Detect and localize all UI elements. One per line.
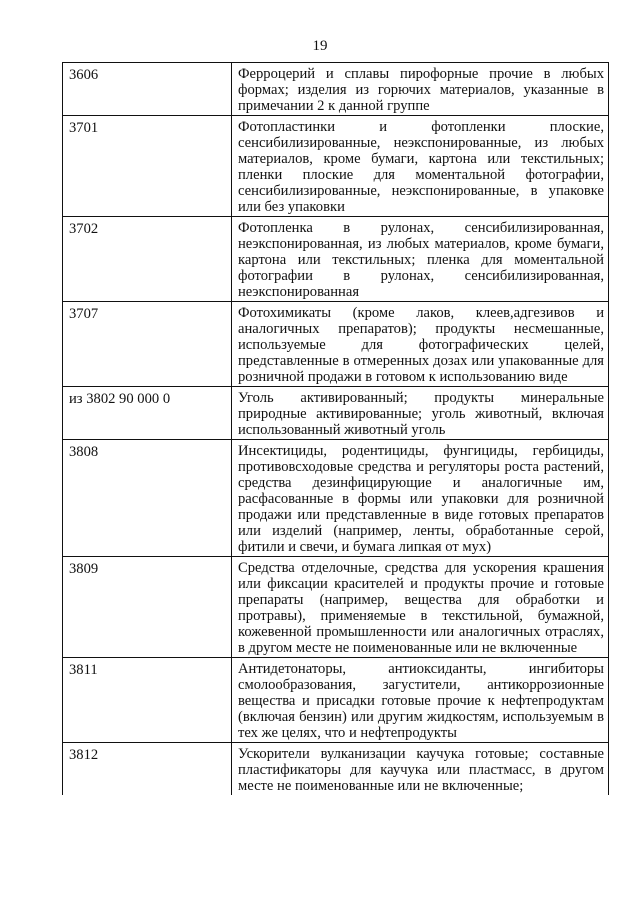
description-cell: Ускорители вулканизации каучука готовые; составные пластификаторы для каучука или пластмасс, в другом месте не поименованные или не включенные;	[232, 743, 609, 796]
description-cell: Уголь активированный; продукты минеральные природные активированные; уголь животный, включая использованный животный уголь	[232, 387, 609, 440]
code-cell: 3707	[63, 302, 232, 387]
table-row	[63, 658, 609, 743]
table-row	[63, 387, 609, 440]
description-cell: Антидетонаторы, антиоксиданты, ингибиторы смолообразования, загустители, антикоррозионные вещества и присадки готовые прочие к нефтепродуктам (включая бензин) или другим жидкостям, используемым в тех же целях, что и нефтепродукты	[232, 658, 609, 743]
table-row	[63, 302, 609, 387]
code-cell: из 3802 90 000 0	[63, 387, 232, 440]
code-cell: 3606	[63, 63, 232, 116]
description-cell: Инсектициды, родентициды, фунгициды, гербициды, противовсходовые средства и регуляторы роста растений, средства дезинфицирующие и аналогичные им, расфасованные в формы или упаковки для розничной продажи или представленные в виде готовых препаратов или изделий (например, ленты, обработанные серой, фитили и свечи, и бумага липкая от мух)	[232, 440, 609, 557]
page-number: 19	[312, 38, 328, 54]
description-cell: Фотопластинки и фотопленки плоские, сенсибилизированные, неэкспонированные, из любых материалов, кроме бумаги, картона или текстильных; пленки плоские для моментальной фотографии, сенсибилизированные, неэкспонированные, в упаковке или без упаковки	[232, 116, 609, 217]
code-cell: 3812	[63, 743, 232, 796]
code-cell: 3808	[63, 440, 232, 557]
table-row	[63, 440, 609, 557]
description-cell: Фотохимикаты (кроме лаков, клеев,адгезивов и аналогичных препаратов); продукты несмешанные, используемые для фотографических целей, представленные в отмеренных дозах или упакованные для розничной продажи в готовом к использованию виде	[232, 302, 609, 387]
code-cell: 3701	[63, 116, 232, 217]
code-cell: 3809	[63, 557, 232, 658]
table-row	[63, 116, 609, 217]
table-row	[63, 217, 609, 302]
description-cell: Фотопленка в рулонах, сенсибилизированная, неэкспонированная, из любых материалов, кроме бумаги, картона или текстильных; пленка для моментальной фотографии в рулонах, сенсибилизированная, неэкспонированная	[232, 217, 609, 302]
table-row	[63, 63, 609, 116]
code-cell: 3702	[63, 217, 232, 302]
goods-code-table	[62, 62, 609, 795]
code-cell: 3811	[63, 658, 232, 743]
table-row	[63, 557, 609, 658]
description-cell: Ферроцерий и сплавы пирофорные прочие в любых формах; изделия из горючих материалов, указанные в примечании 2 к данной группе	[232, 63, 609, 116]
description-cell: Средства отделочные, средства для ускорения крашения или фиксации красителей и продукты прочие и готовые препараты (например, вещества для обработки и протравы), применяемые в текстильной, бумажной, кожевенной промышленности или аналогичных отраслях, в другом месте не поименованные или не включенные	[232, 557, 609, 658]
table-row	[63, 743, 609, 796]
